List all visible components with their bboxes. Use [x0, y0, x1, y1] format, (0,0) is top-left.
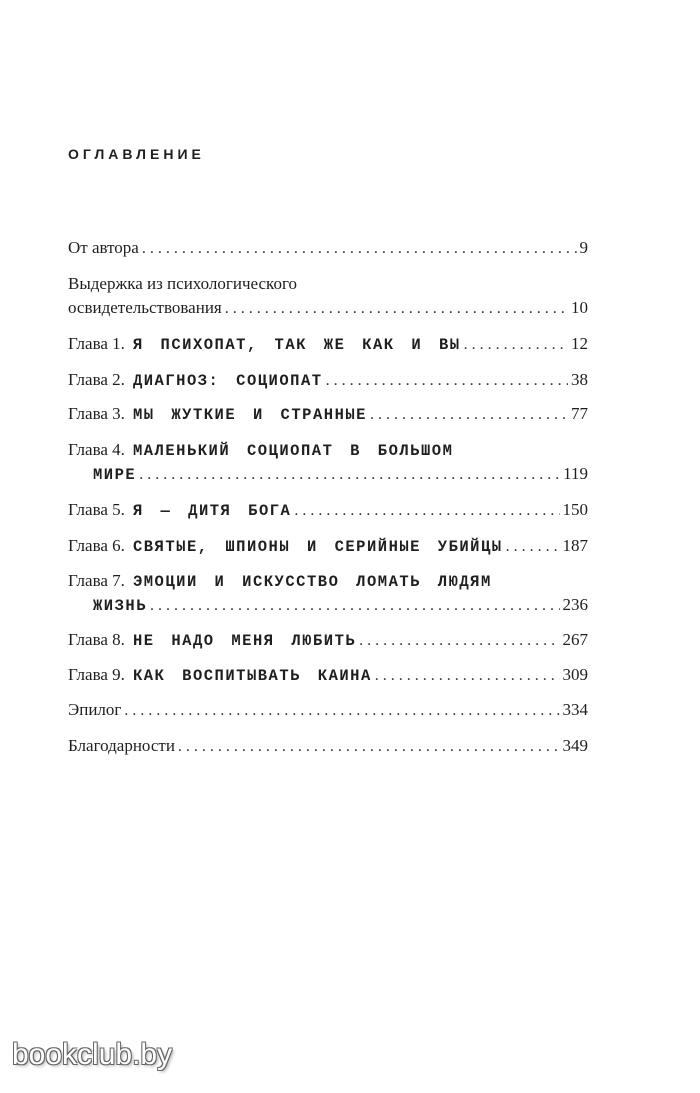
- toc-entry-chapter-1: [68, 332, 588, 356]
- dot-leader: [370, 403, 568, 427]
- entry-title: Эпилог: [68, 700, 122, 719]
- chapter-number: Глава 4.: [68, 440, 125, 459]
- toc-entry-acknowledgements: [68, 734, 588, 758]
- page-number: 267: [562, 630, 588, 649]
- chapter-title: ДИАГНОЗ: СОЦИОПАТ: [132, 372, 323, 390]
- dot-leader: [294, 499, 559, 523]
- toc-entry-excerpt: [68, 272, 588, 320]
- entry-title: Благодарности: [68, 736, 175, 755]
- chapter-number: Глава 3.: [68, 404, 125, 423]
- page-number: 12: [571, 334, 588, 353]
- chapter-title-continued: ЖИЗНЬ: [93, 597, 148, 615]
- chapter-number: Глава 1.: [68, 334, 125, 353]
- chapter-number: Глава 9.: [68, 665, 125, 684]
- chapter-number: Глава 7.: [68, 571, 125, 590]
- page-number: 309: [562, 665, 588, 684]
- chapter-title: КАК ВОСПИТЫВАТЬ КАИНА: [132, 667, 372, 685]
- chapter-number: Глава 5.: [68, 500, 125, 519]
- toc-entry-chapter-8: [68, 628, 588, 652]
- page-number: 38: [571, 370, 588, 389]
- page-number: 236: [562, 595, 588, 614]
- chapter-title: НЕ НАДО МЕНЯ ЛЮБИТЬ: [132, 632, 357, 650]
- dot-leader: [178, 735, 560, 759]
- page-number: 334: [562, 700, 588, 719]
- dot-leader: [124, 699, 559, 723]
- dot-leader: [464, 333, 568, 357]
- page-number: 77: [571, 404, 588, 423]
- chapter-number: Глава 8.: [68, 630, 125, 649]
- page-number: 349: [562, 736, 588, 755]
- toc-heading: ОГЛАВЛЕНИЕ: [68, 146, 205, 162]
- entry-title-line2: освидетельствования: [68, 298, 222, 317]
- toc-entry-from-author: [68, 236, 588, 260]
- dot-leader: [375, 664, 560, 688]
- chapter-number: Глава 2.: [68, 370, 125, 389]
- dot-leader: [150, 594, 559, 618]
- page-number: 119: [563, 464, 588, 483]
- toc-entry-chapter-3: [68, 402, 588, 426]
- dot-leader: [326, 369, 568, 393]
- dot-leader: [506, 535, 560, 559]
- toc-entry-chapter-6: [68, 534, 588, 558]
- toc-entry-chapter-5: [68, 498, 588, 522]
- toc-entry-chapter-2: [68, 368, 588, 392]
- chapter-title: МАЛЕНЬКИЙ СОЦИОПАТ В БОЛЬШОМ: [132, 442, 454, 460]
- page-number: 150: [562, 500, 588, 519]
- chapter-title: Я — ДИТЯ БОГА: [132, 502, 292, 520]
- chapter-title-continued: МИРЕ: [93, 466, 137, 484]
- watermark: bookclub.by: [12, 1038, 173, 1071]
- toc-entry-chapter-9: [68, 663, 588, 687]
- dot-leader: [359, 629, 559, 653]
- dot-leader: [142, 237, 577, 261]
- chapter-number: Глава 6.: [68, 536, 125, 555]
- chapter-title: ЭМОЦИИ И ИСКУССТВО ЛОМАТЬ ЛЮДЯМ: [132, 573, 492, 591]
- page-number: 9: [579, 238, 588, 257]
- chapter-title: Я ПСИХОПАТ, ТАК ЖЕ КАК И ВЫ: [132, 336, 461, 354]
- chapter-title: МЫ ЖУТКИЕ И СТРАННЫЕ: [132, 406, 367, 424]
- entry-title-line1: Выдержка из психологического: [68, 274, 297, 293]
- dot-leader: [225, 297, 568, 321]
- toc-entry-epilogue: [68, 698, 588, 722]
- chapter-title: СВЯТЫЕ, ШПИОНЫ И СЕРИЙНЫЕ УБИЙЦЫ: [132, 538, 503, 556]
- page-number: 10: [571, 298, 588, 317]
- entry-title: От автора: [68, 238, 139, 257]
- toc-entry-chapter-7: [68, 569, 588, 617]
- dot-leader: [139, 463, 560, 487]
- toc-entry-chapter-4: [68, 438, 588, 486]
- page-number: 187: [562, 536, 588, 555]
